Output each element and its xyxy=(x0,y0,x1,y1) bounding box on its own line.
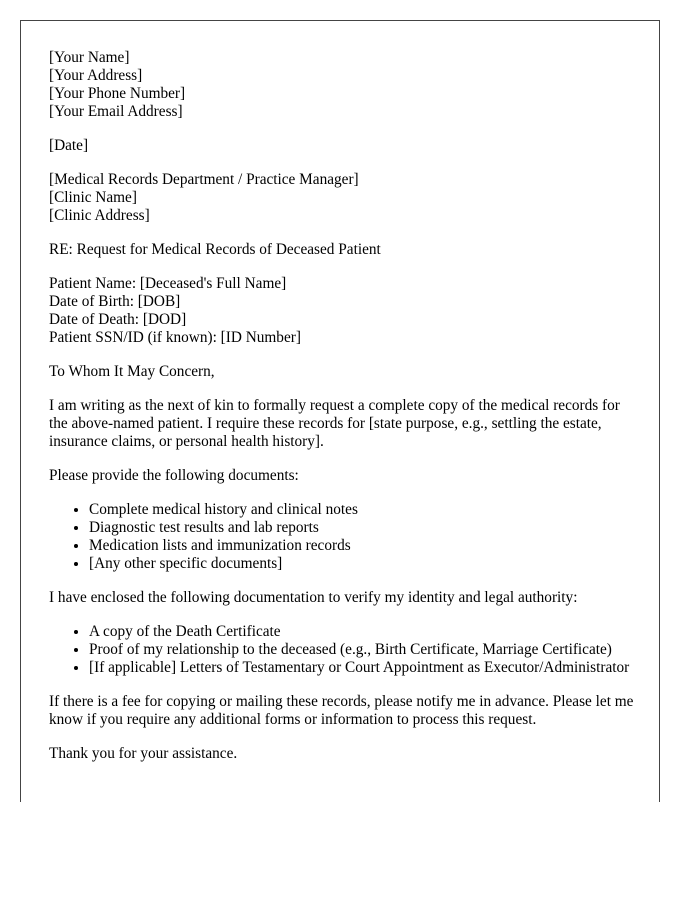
enclosed-intro: I have enclosed the following documentation to verify my identity and legal authority: xyxy=(49,589,578,606)
subject-line: RE: Request for Medical Records of Deceased Patient xyxy=(49,241,381,258)
date-block xyxy=(49,137,659,155)
list-item: • Complete medical history and clinical notes xyxy=(89,501,634,519)
list-item: • [Any other specific documents] xyxy=(89,555,634,573)
list-item: • A copy of the Death Certificate xyxy=(89,623,634,641)
patient-id-line: Patient SSN/ID (if known): [ID Number] xyxy=(49,329,301,346)
documents-list xyxy=(49,501,634,573)
closing-thanks: Thank you for your assistance. xyxy=(49,745,238,762)
documents-intro: Please provide the following documents: xyxy=(49,467,299,484)
sender-address: [Your Address] xyxy=(49,67,143,84)
patient-dob-line: Date of Birth: [DOB] xyxy=(49,293,181,310)
fee-paragraph: If there is a fee for copying or mailing these records, please notify me in advance. Please let me know if you require any additional forms or information to process this request. xyxy=(49,693,634,728)
sender-block xyxy=(49,49,659,121)
subject-block xyxy=(49,241,659,259)
salutation: To Whom It May Concern, xyxy=(49,363,215,380)
letter-date: [Date] xyxy=(49,137,89,154)
list-item: • [If applicable] Letters of Testamentary or Court Appointment as Executor/Administrator xyxy=(89,659,634,677)
list-item: • Medication lists and immunization records xyxy=(89,537,634,555)
intro-paragraph: I am writing as the next of kin to formally request a complete copy of the medical records for the above-named patient. I require these records for [state purpose, e.g., settling the estate, insurance claims, or personal health history]. xyxy=(49,397,620,450)
salutation-block xyxy=(49,363,659,381)
patient-name-line: Patient Name: [Deceased's Full Name] xyxy=(49,275,287,292)
recipient-block xyxy=(49,171,659,225)
patient-dod-line: Date of Death: [DOD] xyxy=(49,311,187,328)
recipient-department: [Medical Records Department / Practice Manager] xyxy=(49,171,359,188)
recipient-clinic-name: [Clinic Name] xyxy=(49,189,137,206)
sender-phone: [Your Phone Number] xyxy=(49,85,186,102)
list-item: • Diagnostic test results and lab reports xyxy=(89,519,634,537)
enclosed-list xyxy=(49,623,634,677)
letter-page xyxy=(20,20,660,802)
list-item: • Proof of my relationship to the deceased (e.g., Birth Certificate, Marriage Certificate) xyxy=(89,641,634,659)
sender-name: [Your Name] xyxy=(49,49,130,66)
patient-info-block xyxy=(49,275,659,347)
recipient-clinic-address: [Clinic Address] xyxy=(49,207,150,224)
sender-email: [Your Email Address] xyxy=(49,103,183,120)
